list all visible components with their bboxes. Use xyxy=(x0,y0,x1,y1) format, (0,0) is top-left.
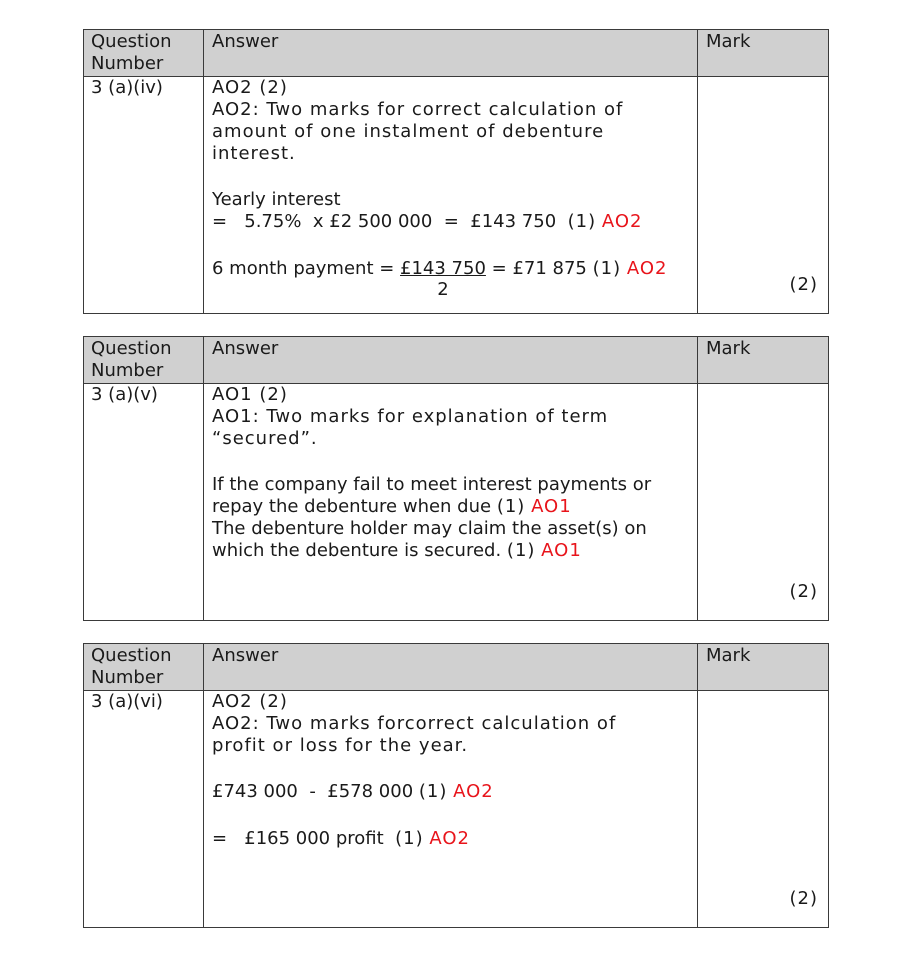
mark-scheme-table-3 xyxy=(83,643,829,928)
mark-scheme-table-1 xyxy=(83,29,829,314)
fraction-numerator: £143 750 xyxy=(400,258,486,279)
question-number: 3 (a)(iv) xyxy=(84,77,204,314)
ao-tag: AO2 xyxy=(453,781,494,802)
question-number: 3 (a)(v) xyxy=(84,384,204,621)
ao-tag: AO2 xyxy=(626,258,668,279)
answer-header: Answer xyxy=(204,644,698,691)
description-line: profit or loss for the year. xyxy=(212,735,469,756)
answer-header: Answer xyxy=(204,337,698,384)
mark-header: Mark xyxy=(698,644,829,691)
answer-cell xyxy=(204,691,698,928)
yearly-interest-calc xyxy=(212,211,689,233)
ao-tag: AO1 xyxy=(541,540,582,561)
mark-award: (1) xyxy=(418,781,448,802)
header-row xyxy=(84,644,829,691)
question-number: 3 (a)(vi) xyxy=(84,691,204,928)
explanation-line xyxy=(212,540,689,562)
explanation-line xyxy=(212,496,689,518)
ao-tag: AO1 xyxy=(531,496,572,517)
mark-cell xyxy=(698,691,829,928)
answer-header: Answer xyxy=(204,30,698,77)
explanation-text: which the debenture is secured. xyxy=(212,540,502,561)
answer-cell xyxy=(204,77,698,314)
description-line: interest. xyxy=(212,143,296,164)
ao-line: AO2 (2) xyxy=(212,691,288,712)
ao-tag: AO2 xyxy=(601,211,643,232)
calculation-line xyxy=(212,781,689,803)
answer-row xyxy=(84,77,829,314)
ao-tag: AO2 xyxy=(429,828,471,849)
mark-scheme-table-2 xyxy=(83,336,829,621)
fraction-denominator: 2 xyxy=(437,279,449,300)
mark-cell xyxy=(698,77,829,314)
ao-line: AO1 (2) xyxy=(212,384,288,405)
mark-award: (1) xyxy=(567,211,597,232)
mark-award: (1) xyxy=(592,258,622,279)
question-number-header: Question Number xyxy=(84,30,204,77)
answer-cell xyxy=(204,384,698,621)
description-line: AO2: Two marks forcorrect calculation of xyxy=(212,713,617,734)
description-line: AO2: Two marks for correct calculation of xyxy=(212,99,624,120)
total-mark: (2) xyxy=(789,274,818,295)
mark-cell xyxy=(698,384,829,621)
answer-row xyxy=(84,384,829,621)
calculation-line xyxy=(212,828,689,850)
total-mark: (2) xyxy=(789,888,818,909)
ao-line: AO2 (2) xyxy=(212,77,288,98)
calc-result: = £71 875 xyxy=(485,258,587,279)
calc-text: = 5.75% x £2 500 000 = £143 750 xyxy=(212,211,557,232)
explanation-line: If the company fail to meet interest payments or xyxy=(212,474,652,495)
mark-award: (1) xyxy=(506,540,536,561)
question-number-header: Question Number xyxy=(84,644,204,691)
mark-header: Mark xyxy=(698,337,829,384)
mark-award: (1) xyxy=(496,496,526,517)
explanation-text: repay the debenture when due xyxy=(212,496,492,517)
description-line: AO1: Two marks for explanation of term xyxy=(212,406,609,427)
calc-text: £743 000 - £578 000 xyxy=(212,781,414,802)
yearly-interest-label: Yearly interest xyxy=(212,189,341,210)
calc-text: = £165 000 profit xyxy=(212,828,384,849)
fraction xyxy=(400,258,486,300)
total-mark: (2) xyxy=(789,581,818,602)
question-number-header: Question Number xyxy=(84,337,204,384)
header-row xyxy=(84,337,829,384)
header-row xyxy=(84,30,829,77)
calc-label: 6 month payment = xyxy=(212,258,401,279)
description-line: amount of one instalment of debenture xyxy=(212,121,605,142)
description-line: “secured”. xyxy=(212,428,318,449)
mark-award: (1) xyxy=(395,828,424,849)
six-month-calc xyxy=(212,258,689,300)
mark-header: Mark xyxy=(698,30,829,77)
answer-row xyxy=(84,691,829,928)
explanation-line: The debenture holder may claim the asset(s) on xyxy=(212,518,647,539)
